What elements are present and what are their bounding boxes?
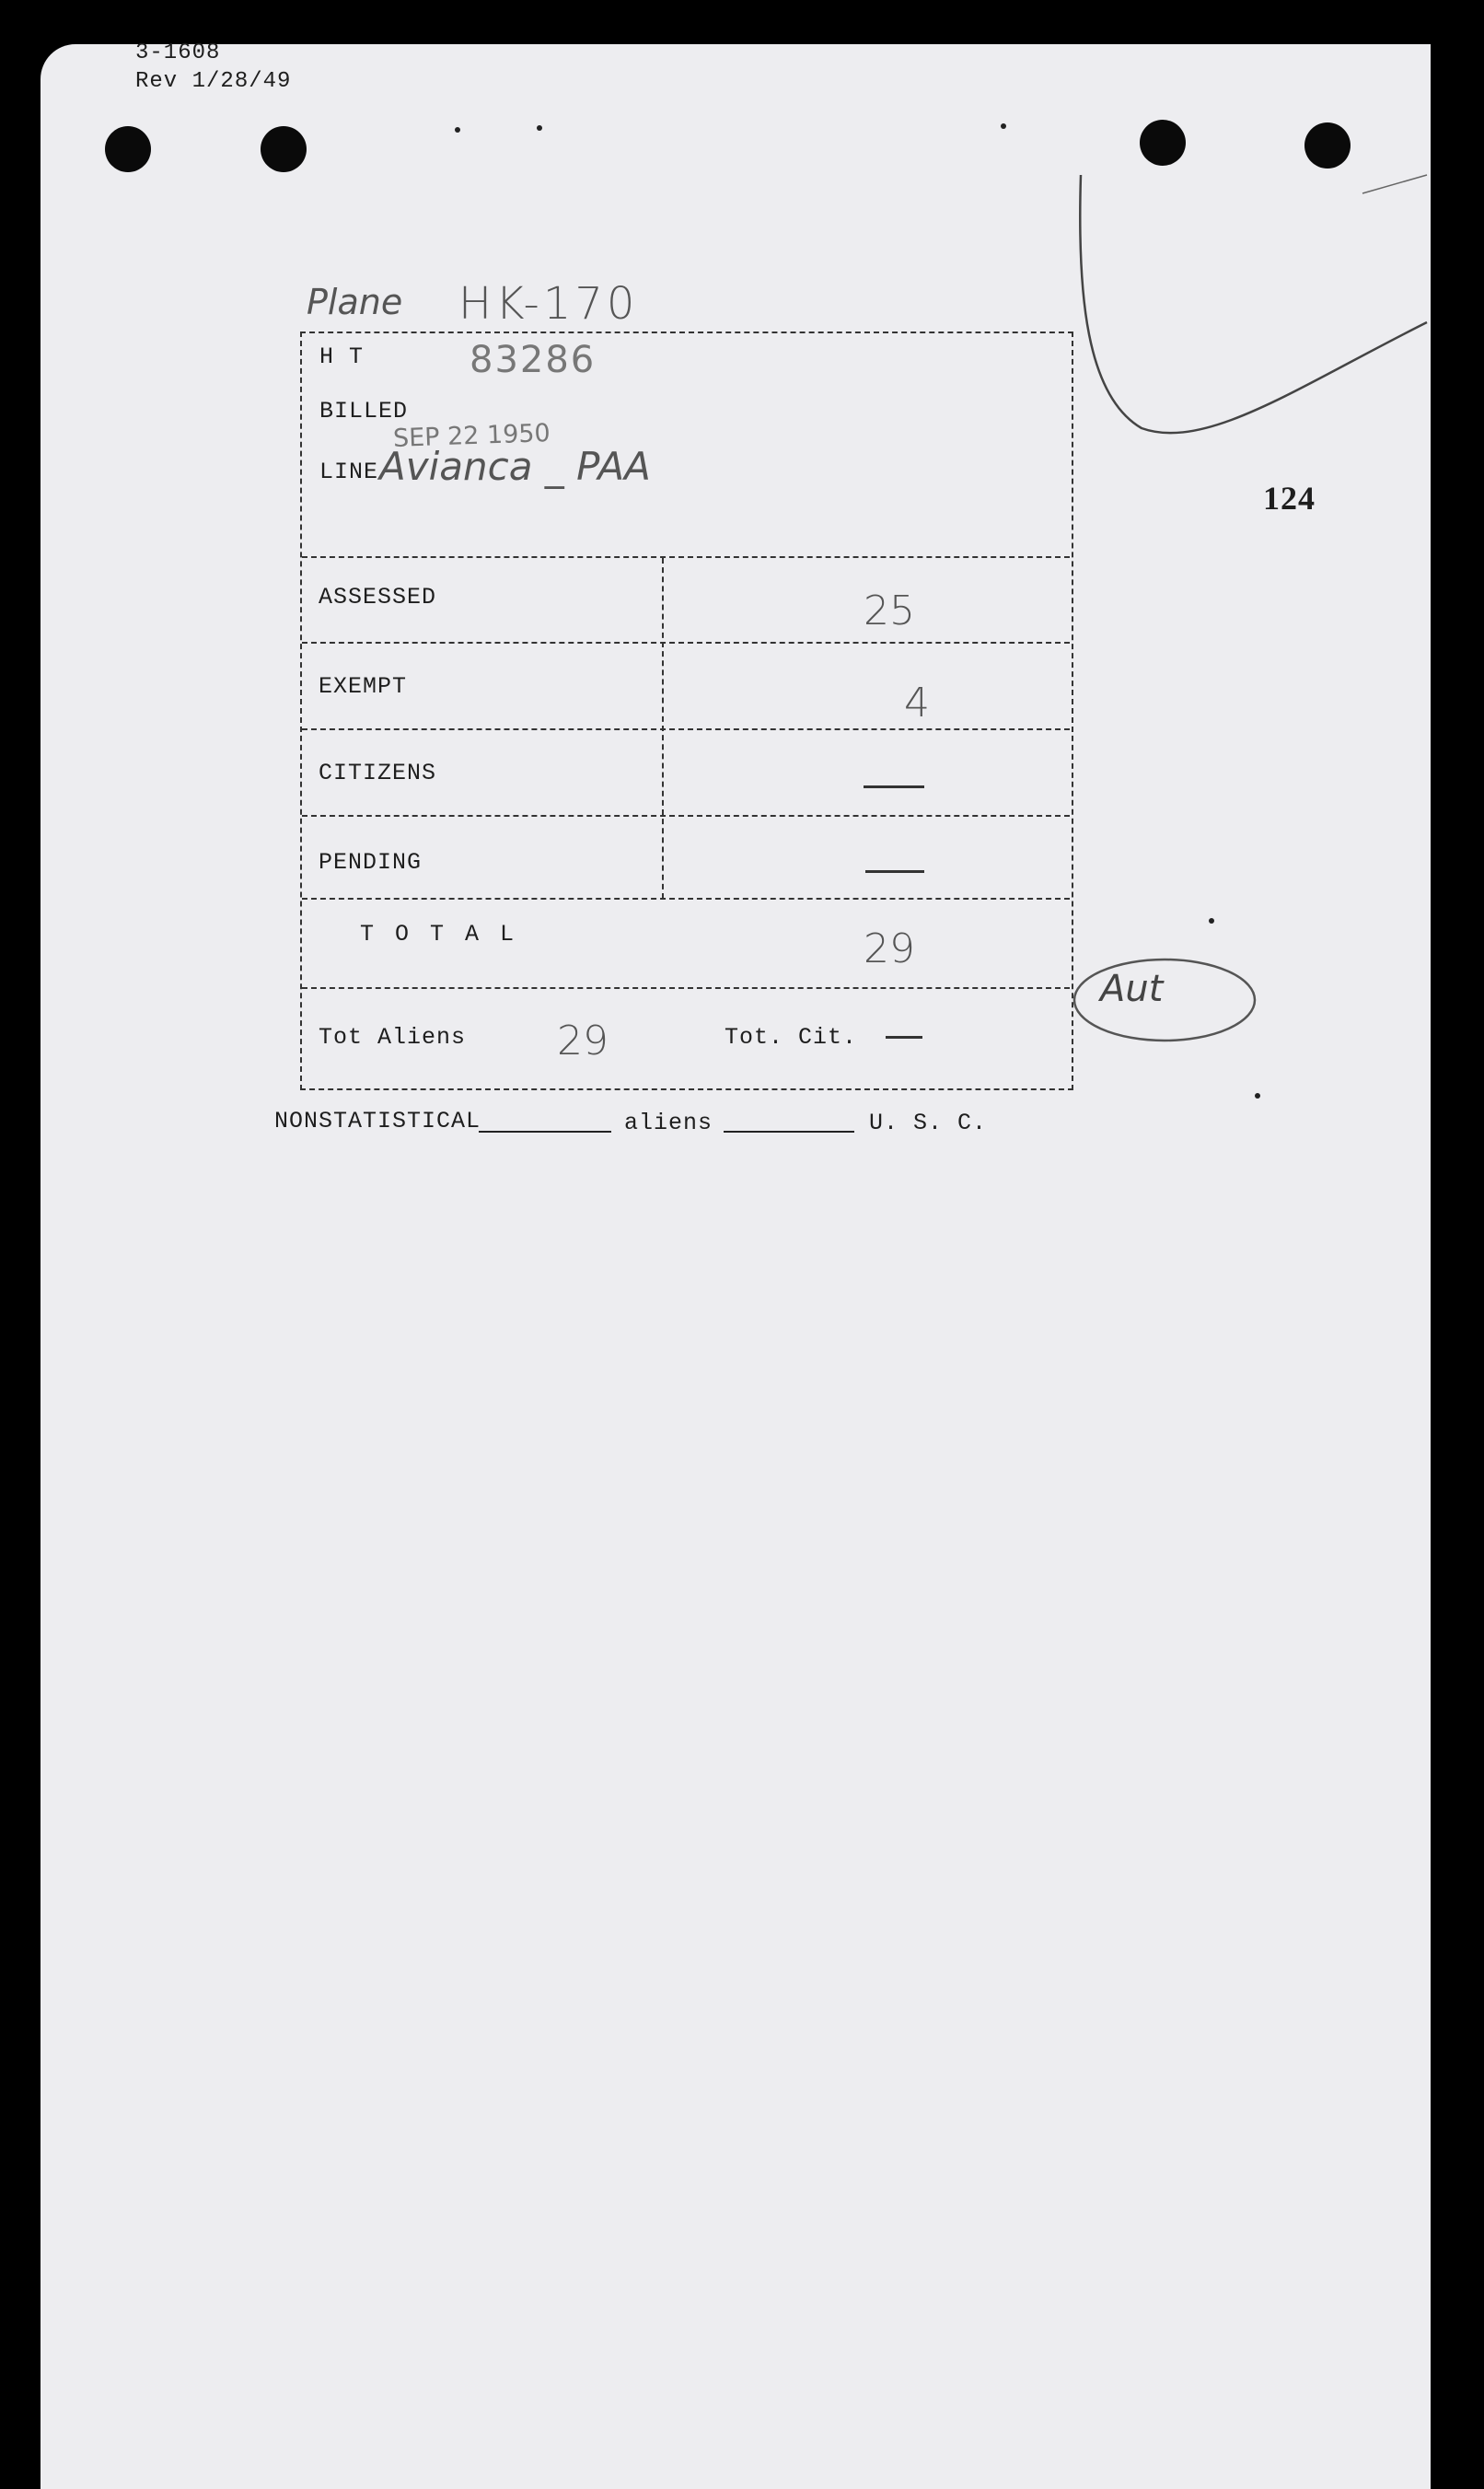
total-divider [302, 987, 1070, 989]
punch-hole-1 [105, 126, 151, 172]
row-label-assessed: ASSESSED [319, 584, 437, 611]
row-label-citizens: CITIZENS [319, 760, 437, 786]
speck [1001, 123, 1006, 129]
column-divider [662, 558, 664, 899]
tot-cit-label: Tot. Cit. [725, 1024, 858, 1051]
form-revision: Rev 1/28/49 [135, 69, 292, 94]
punch-hole-4 [1304, 122, 1351, 169]
pencil-mark [1059, 166, 1445, 470]
billed-stamp: SEP 22 1950 [392, 419, 551, 453]
row-divider [302, 815, 1070, 817]
page-number: 124 [1263, 480, 1316, 517]
aliens-label: aliens [624, 1110, 713, 1136]
row-divider [302, 728, 1070, 730]
nonstatistical-blank [479, 1131, 611, 1133]
speck [537, 125, 542, 131]
tot-aliens-label: Tot Aliens [319, 1024, 467, 1051]
form-number: 3-1608 [135, 41, 221, 65]
row-label-pending: PENDING [319, 849, 423, 876]
row-divider [302, 642, 1070, 644]
ht-label: H T [319, 343, 365, 370]
row-value-citizens [864, 785, 924, 788]
aliens-blank [724, 1131, 854, 1133]
total-label: T O T A L [360, 921, 518, 948]
tot-cit-value [886, 1036, 922, 1039]
tot-aliens-value: 29 [557, 1018, 609, 1064]
line-label: LINE [319, 459, 379, 485]
row-divider [302, 898, 1070, 900]
nonstatistical-label: NONSTATISTICAL [274, 1108, 481, 1134]
billed-label: BILLED [319, 398, 409, 425]
line-value: Avianca _ PAA [379, 444, 651, 489]
plane-value: HK-170 [458, 278, 639, 330]
speck [1209, 918, 1214, 924]
total-value: 29 [864, 925, 915, 972]
header-divider [302, 556, 1070, 558]
plane-label: Plane [307, 282, 403, 322]
row-value-pending [865, 870, 924, 873]
row-value-exempt: 4 [904, 680, 930, 727]
ht-value: 83286 [470, 339, 597, 381]
initials: Aut [1100, 968, 1164, 1010]
row-value-assessed: 25 [864, 587, 915, 634]
speck [1255, 1093, 1260, 1099]
initials-oval [1068, 954, 1261, 1046]
punch-hole-3 [1140, 120, 1186, 166]
punch-hole-2 [261, 126, 307, 172]
speck [455, 127, 460, 133]
usc-label: U. S. C. [869, 1110, 988, 1136]
row-label-exempt: EXEMPT [319, 673, 408, 700]
